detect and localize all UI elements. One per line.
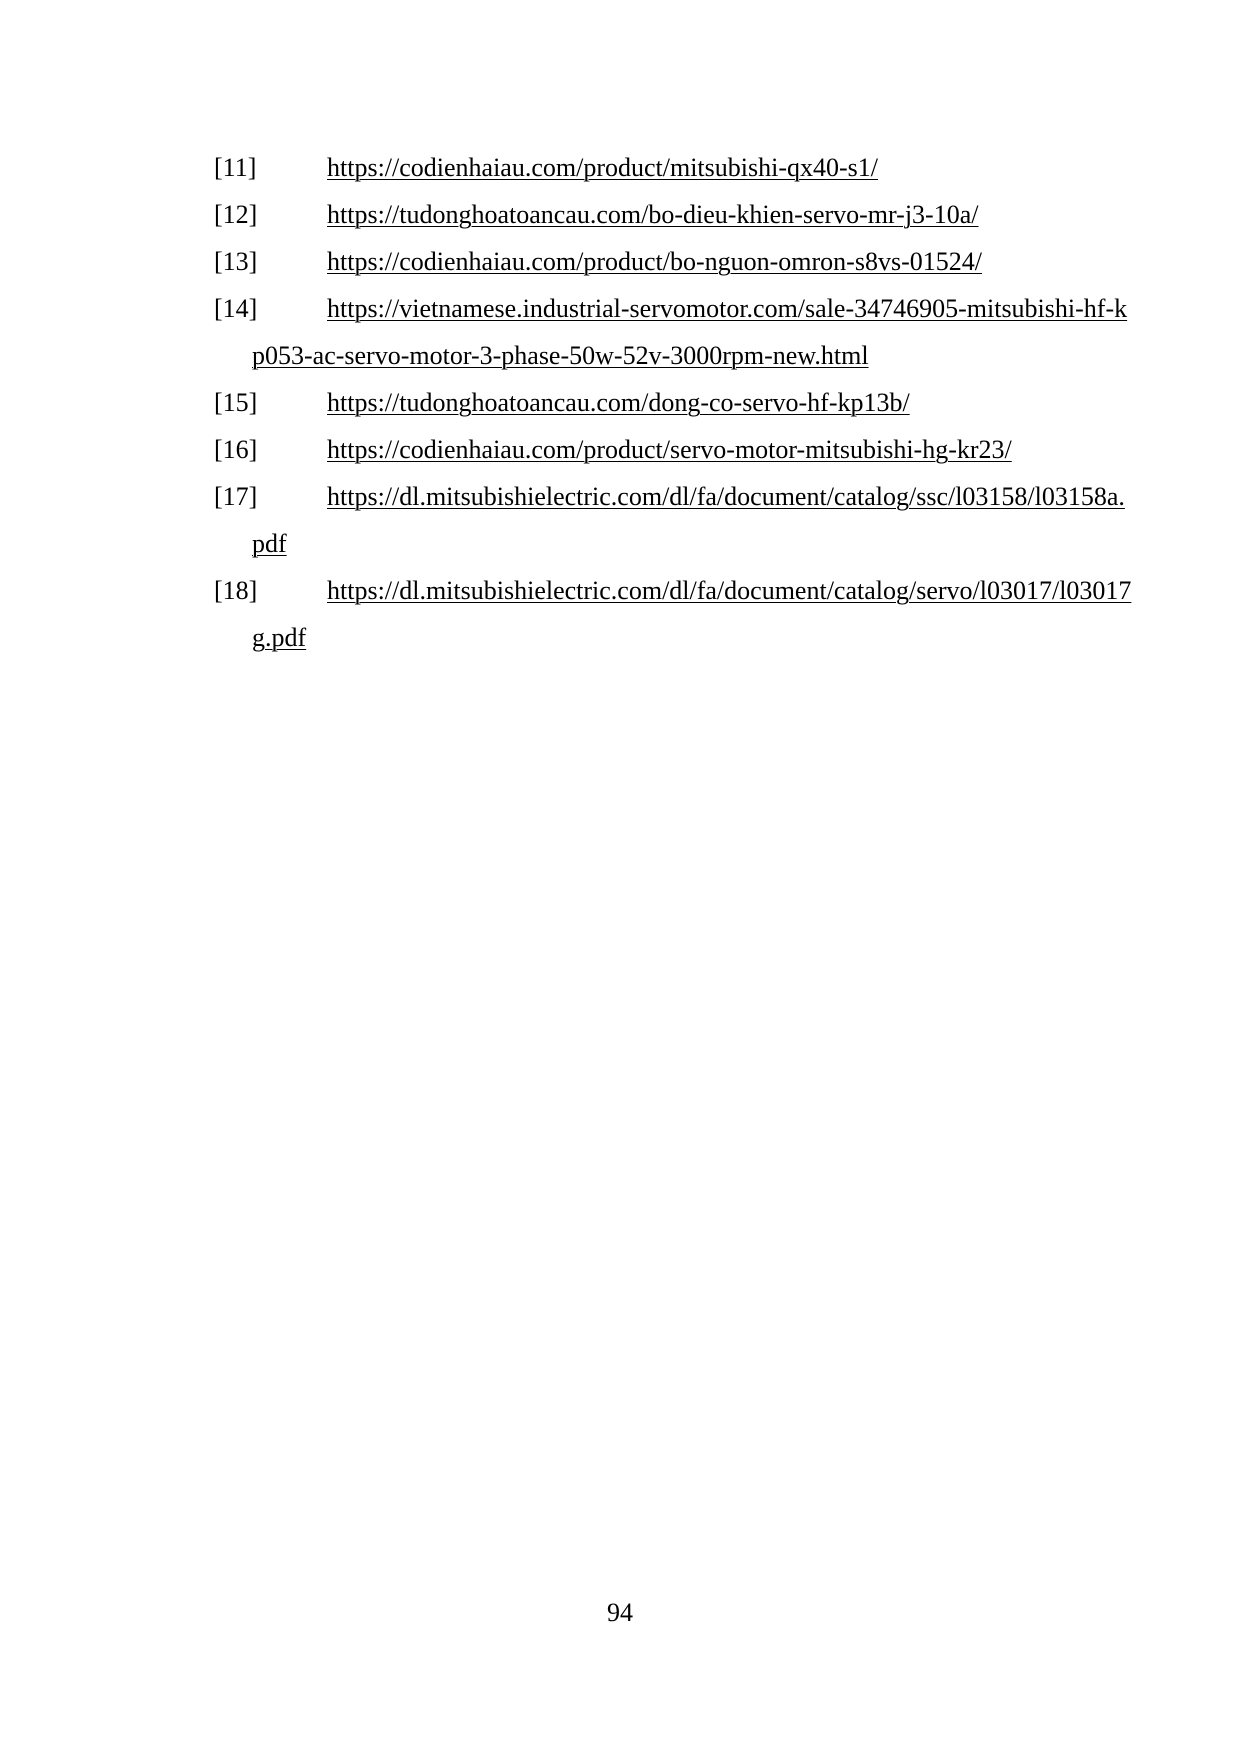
reference-number: [15] bbox=[214, 388, 258, 417]
reference-link[interactable]: https://codienhaiau.com/product/bo-nguon-omron-s8vs-01524/ bbox=[327, 247, 982, 276]
reference-item-17 bbox=[214, 473, 1134, 567]
reference-item-14 bbox=[214, 285, 1134, 379]
reference-link[interactable]: https://codienhaiau.com/product/servo-motor-mitsubishi-hg-kr23/ bbox=[327, 435, 1012, 464]
reference-item-16 bbox=[214, 426, 1134, 473]
reference-link[interactable]: https://dl.mitsubishielectric.com/dl/fa/document/catalog/ssc/l03158/l03158a.pdf bbox=[252, 482, 1125, 558]
reference-link[interactable]: https://tudonghoatoancau.com/bo-dieu-khien-servo-mr-j3-10a/ bbox=[327, 200, 979, 229]
reference-item-13 bbox=[214, 238, 1134, 285]
reference-item-11 bbox=[214, 144, 1134, 191]
reference-number: [18] bbox=[214, 576, 258, 605]
reference-link[interactable]: https://tudonghoatoancau.com/dong-co-servo-hf-kp13b/ bbox=[327, 388, 910, 417]
reference-number: [16] bbox=[214, 435, 258, 464]
reference-link[interactable]: https://vietnamese.industrial-servomotor.com/sale-34746905-mitsubishi-hf-kp053-ac-servo-motor-3-phase-50w-52v-3000rpm-new.html bbox=[252, 294, 1128, 370]
reference-number: [17] bbox=[214, 482, 258, 511]
reference-number: [11] bbox=[214, 153, 257, 182]
reference-list bbox=[214, 144, 1134, 661]
reference-number: [13] bbox=[214, 247, 258, 276]
page-number: 94 bbox=[607, 1598, 633, 1627]
reference-number: [14] bbox=[214, 294, 258, 323]
reference-number: [12] bbox=[214, 200, 258, 229]
reference-item-18 bbox=[214, 567, 1134, 661]
reference-link[interactable]: https://dl.mitsubishielectric.com/dl/fa/document/catalog/servo/l03017/l03017g.pdf bbox=[252, 576, 1132, 652]
reference-link[interactable]: https://codienhaiau.com/product/mitsubishi-qx40-s1/ bbox=[327, 153, 878, 182]
reference-item-12 bbox=[214, 191, 1134, 238]
reference-item-15 bbox=[214, 379, 1134, 426]
